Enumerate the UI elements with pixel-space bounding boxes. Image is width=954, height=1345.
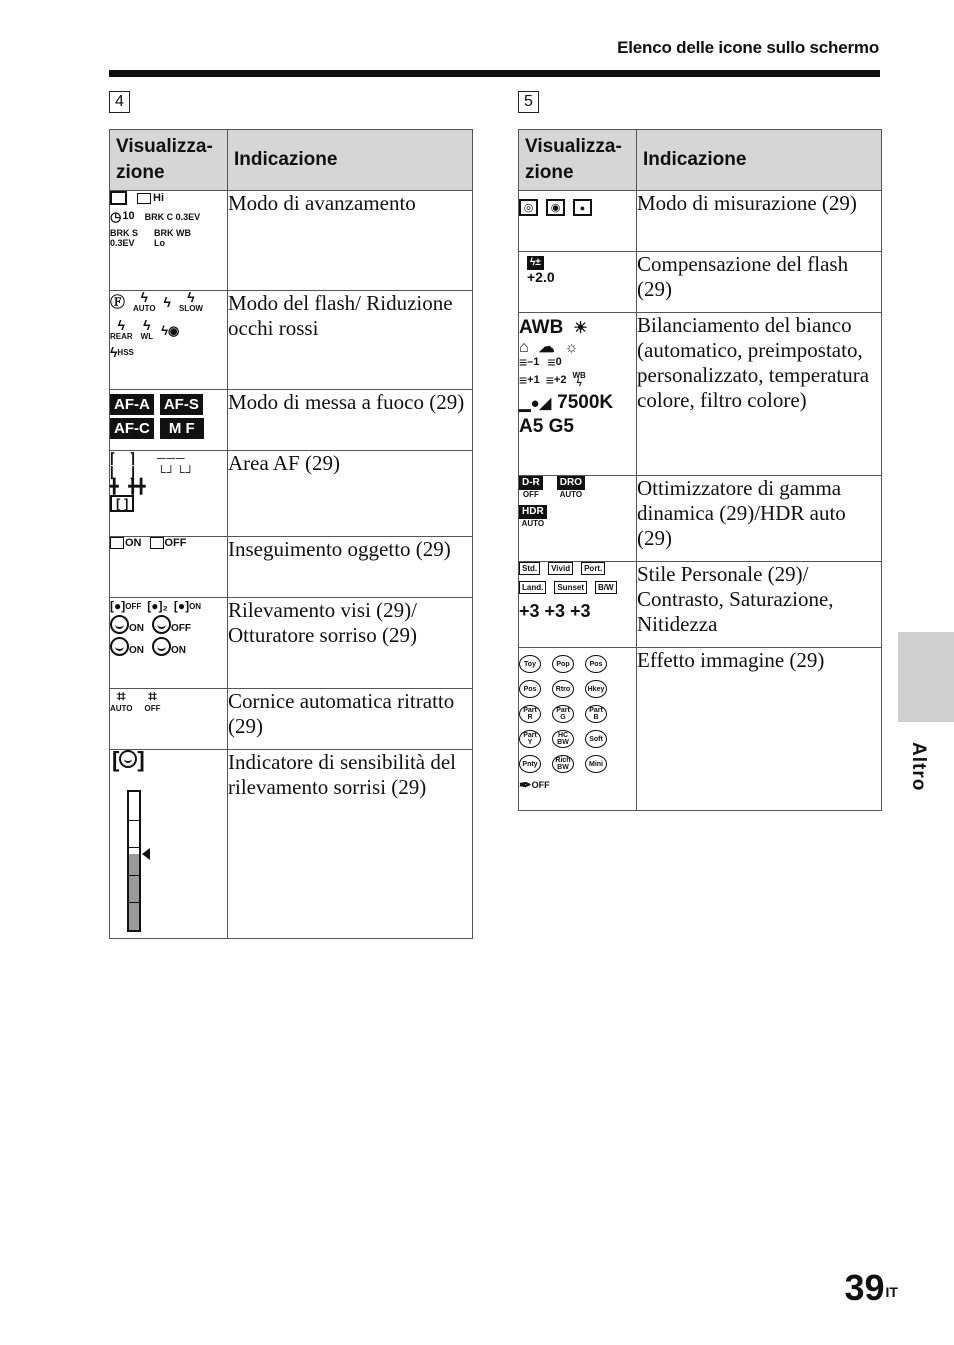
- indication-text: Cornice automatica ritratto (29): [228, 689, 473, 750]
- posterization-color-icon: Pos: [585, 655, 607, 673]
- pop-color-icon: Pop: [552, 655, 574, 673]
- indication-text: Modo di avanzamento: [228, 191, 473, 291]
- slow-sync-icon: ϟ SLOW: [178, 289, 203, 313]
- auto-framing-off-icon: ⌗ OFF: [144, 688, 161, 713]
- wide-af-area-icon: ⌈⌉: [110, 450, 149, 466]
- flash-compensation-icons: [519, 252, 637, 313]
- gauge-pointer-icon: [142, 848, 150, 860]
- partial-color-red-icon: Part R: [519, 705, 541, 723]
- table-row: [519, 252, 882, 313]
- partial-color-green-icon: Part G: [552, 705, 574, 723]
- center-metering-icon: ◉: [546, 199, 565, 216]
- rich-tone-mono-icon: Rich BW: [552, 755, 574, 773]
- mf-icon: M F: [160, 418, 204, 439]
- gauge-tick: [129, 902, 139, 903]
- self-timer-icon: ◷ 10: [110, 209, 135, 224]
- flash-wb-icon: WB ϟ: [572, 371, 586, 389]
- smile-shutter-on-icon: ON: [110, 615, 144, 634]
- style-sunset-icon: Sunset: [554, 581, 587, 594]
- section-number-4: 4: [109, 91, 130, 113]
- fill-flash-icon: ϟ: [163, 293, 171, 310]
- fluorescent-plus2-icon: ≡ +2: [545, 371, 567, 388]
- partial-color-blue-icon: Part B: [585, 705, 607, 723]
- white-balance-icons: [519, 313, 637, 476]
- partial-color-yellow-icon: Part Y: [519, 730, 541, 748]
- auto-framing-icons: [110, 689, 228, 750]
- expanded-flexible-spot-icon: ╋╋: [128, 478, 146, 494]
- bracket-continuous-icon: BRK C 0.3EV: [144, 211, 201, 222]
- table-row: [110, 451, 473, 537]
- column-header-indication: Indicazione: [637, 130, 882, 191]
- style-portrait-icon: Port.: [581, 562, 605, 575]
- face-detection-icons: [110, 598, 228, 689]
- fluorescent-0-icon: ≡ 0: [547, 354, 562, 370]
- style-bw-icon: B/W: [595, 581, 617, 594]
- metering-mode-icons: [519, 191, 637, 252]
- single-shot-icon: [110, 191, 127, 205]
- object-tracking-icons: [110, 537, 228, 598]
- style-landscape-icon: Land.: [519, 581, 546, 594]
- table-row: [110, 291, 473, 390]
- flash-auto-icon: ϟ AUTO: [133, 289, 156, 313]
- indication-text: Effetto immagine (29): [637, 648, 882, 811]
- hss-flash-icon: ϟ HSS: [110, 344, 134, 360]
- shade-icon: ⌂: [519, 339, 529, 356]
- picture-effect-icons: [519, 648, 637, 811]
- af-c-icon: AF-C: [110, 418, 154, 439]
- table-row: [519, 191, 882, 252]
- awb-icon: AWB: [519, 317, 564, 338]
- custom-wb-icon: ▁●◢: [519, 394, 552, 412]
- smile-sensitivity-gauge: [127, 790, 141, 932]
- indication-text: Modo del flash/ Riduzione occhi rossi: [228, 291, 473, 390]
- face-detection-off-icon: [●] OFF: [110, 599, 142, 613]
- table-row: [110, 598, 473, 689]
- icon-table-5: [518, 129, 882, 811]
- lock-on-af-icon: [ ]: [110, 495, 134, 512]
- column-header-display: Visualizza- zione: [110, 130, 228, 191]
- creative-style-icons: [519, 562, 637, 648]
- page-number: $39^{IT}$: [844, 1267, 898, 1308]
- zone-af-bottom-icon: └┘└┘: [156, 465, 195, 479]
- table-row: [519, 313, 882, 476]
- table-row: [519, 648, 882, 811]
- gauge-tick: [129, 847, 139, 848]
- toy-camera-icon: Toy: [519, 655, 541, 673]
- smile-shutter-on-small-icon: ON: [110, 637, 144, 656]
- contrast-saturation-sharpness-values: +3 +3 +3: [519, 601, 591, 621]
- table-row: [110, 750, 473, 939]
- af-s-icon: AF-S: [160, 394, 203, 415]
- wireless-flash-icon: ϟ WL: [140, 317, 154, 341]
- cloudy-icon: ☁: [538, 339, 555, 356]
- tracking-on-icon: ON: [110, 537, 142, 549]
- focus-mode-icons: [110, 390, 228, 451]
- indication-text: Stile Personale (29)/ Contrasto, Saturazione, Nitidezza: [637, 562, 882, 648]
- indication-text: Rilevamento visi (29)/ Otturatore sorriso (29): [228, 598, 473, 689]
- hdr-auto-icon: HDR AUTO: [519, 505, 547, 528]
- style-standard-icon: Std.: [519, 562, 540, 575]
- daylight-icon: ☀: [573, 319, 588, 337]
- auto-framing-auto-icon: ⌗ AUTO: [110, 688, 133, 713]
- dro-off-icon: D-R OFF: [519, 476, 543, 499]
- flash-off-icon: Ⓕ: [110, 293, 126, 311]
- indication-text: Modo di misurazione (29): [637, 191, 882, 252]
- table-row: [110, 689, 473, 750]
- gauge-fill: [129, 854, 139, 930]
- continuous-hi-icon: Hi: [137, 193, 164, 204]
- tracking-off-icon: OFF: [150, 537, 187, 549]
- multi-metering-icon: ◎: [519, 199, 538, 216]
- smile-shutter-off-icon: OFF: [152, 615, 191, 634]
- style-vivid-icon: Vivid: [548, 562, 573, 575]
- picture-effect-off-icon: ✒ OFF: [519, 777, 550, 794]
- face-registered-icon: [●]₂: [147, 599, 168, 613]
- column-header-indication: Indicazione: [228, 130, 473, 191]
- icon-table-4: [109, 129, 473, 939]
- table-row: [110, 390, 473, 451]
- center-af-area-icon: ⌊⌋: [110, 464, 149, 480]
- bracket-wb-icon: BRK WB Lo: [154, 228, 191, 248]
- flash-compensation-icon: ϟ± +2.0: [527, 257, 555, 285]
- fluorescent-minus1-icon: ≡ –1: [519, 354, 540, 370]
- smile-sensitivity-icons: [110, 746, 228, 939]
- red-eye-icon: ϟ◉: [161, 322, 180, 338]
- side-tab-label: Altro: [908, 742, 929, 792]
- miniature-icon: Mini: [585, 755, 607, 773]
- section-number-5: 5: [518, 91, 539, 113]
- indication-text: Area AF (29): [228, 451, 473, 537]
- flash-mode-icons: [110, 291, 228, 390]
- column-header-display: Visualizza- zione: [519, 130, 637, 191]
- indication-text: Compensazione del flash (29): [637, 252, 882, 313]
- table-row: [110, 191, 473, 291]
- face-detection-on-icon: [●] ON: [173, 599, 202, 613]
- retro-photo-icon: Rtro: [552, 680, 574, 698]
- smile-shutter-on-big-icon: ON: [152, 637, 186, 656]
- posterization-bw-icon: Pos: [519, 680, 541, 698]
- soft-focus-icon: Soft: [585, 730, 607, 748]
- incandescent-icon: ☼: [564, 339, 579, 356]
- color-temperature-icon: 7500K: [557, 392, 614, 413]
- table-row: [519, 476, 882, 562]
- bracket-single-icon: BRK S 0.3EV: [110, 228, 139, 248]
- spot-metering-icon: ●: [573, 199, 592, 216]
- table-row: [110, 537, 473, 598]
- high-contrast-mono-icon: HC BW: [552, 730, 574, 748]
- hdr-painting-icon: Pnty: [519, 755, 541, 773]
- indication-text: Inseguimento oggetto (29): [228, 537, 473, 598]
- indication-text: Modo di messa a fuoco (29): [228, 390, 473, 451]
- side-tab: [898, 632, 954, 722]
- indication-text: Indicatore di sensibilità del rilevamento sorrisi (29): [228, 750, 473, 939]
- indication-text: Bilanciamento del bianco (automatico, preimpostato, personalizzato, temperatura colore, filtro colore): [637, 313, 882, 476]
- indication-text: Ottimizzatore di gamma dinamica (29)/HDR auto (29): [637, 476, 882, 562]
- gauge-tick: [129, 820, 139, 821]
- flexible-spot-icon: ╋: [110, 478, 119, 494]
- af-area-icons: [110, 451, 228, 537]
- drive-mode-icons: [110, 191, 228, 291]
- smile-face-icon: [ ]: [112, 746, 145, 772]
- color-filter-icon: A5 G5: [519, 416, 574, 437]
- rear-sync-icon: ϟ REAR: [110, 317, 133, 341]
- running-header: Elenco delle icone sullo schermo: [617, 38, 879, 57]
- dro-auto-icon: DRO AUTO: [557, 476, 585, 499]
- soft-high-key-icon: Hkey: [585, 680, 607, 698]
- table-row: [519, 562, 882, 648]
- gauge-tick: [129, 875, 139, 876]
- dro-hdr-icons: [519, 476, 637, 562]
- zone-af-area-icon: ───: [156, 451, 186, 465]
- header-rule: [109, 70, 880, 77]
- af-a-icon: AF-A: [110, 394, 154, 415]
- fluorescent-plus1-icon: ≡ +1: [519, 371, 540, 388]
